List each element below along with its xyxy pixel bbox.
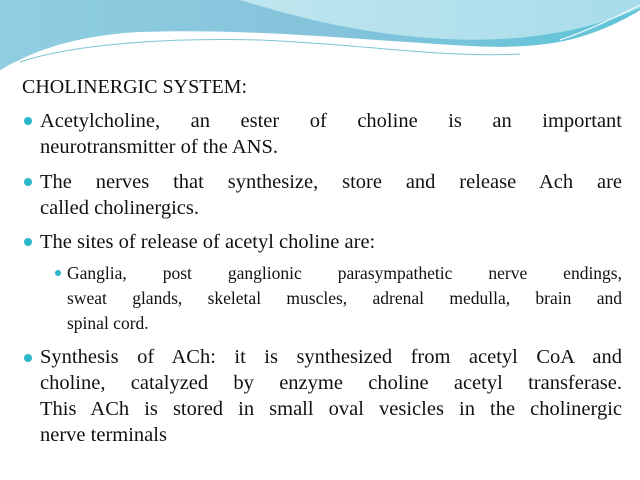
text-line: nerve terminals xyxy=(40,424,167,446)
text-line: neurotransmitter of the ANS. xyxy=(40,136,278,158)
text-line: spinal cord. xyxy=(67,313,149,333)
text-line: Acetylcholine, an ester of choline is an important xyxy=(40,110,622,132)
text-line: This ACh is stored in small oval vesicles in the cholinergic xyxy=(40,398,622,420)
bullet-icon xyxy=(24,354,32,362)
bullet-icon xyxy=(24,238,32,246)
text-line: The nerves that synthesize, store and release Ach are xyxy=(40,171,622,193)
bullet-cholinergics xyxy=(40,169,622,221)
bullet-icon xyxy=(24,117,32,125)
bullet-synthesis xyxy=(40,344,622,448)
sub-bullet-sites-list xyxy=(67,261,622,336)
header-wave-decoration xyxy=(0,0,640,80)
text-line: sweat glands, skeletal muscles, adrenal medulla, brain and xyxy=(67,288,622,308)
bullet-release-sites xyxy=(40,229,622,255)
bullet-icon xyxy=(24,178,32,186)
text-line: The sites of release of acetyl choline are: xyxy=(40,231,376,253)
text-line: called cholinergics. xyxy=(40,197,200,219)
text-line: Synthesis of ACh: it is synthesized from acetyl CoA and xyxy=(40,346,622,368)
sub-bullet-icon xyxy=(55,270,61,276)
text-line: Ganglia, post ganglionic parasympathetic nerve endings, xyxy=(67,263,622,283)
bullet-acetylcholine xyxy=(40,108,622,160)
text-line: choline, catalyzed by enzyme choline acetyl transferase. xyxy=(40,372,622,394)
slide-title: CHOLINERGIC SYSTEM: xyxy=(22,76,248,98)
